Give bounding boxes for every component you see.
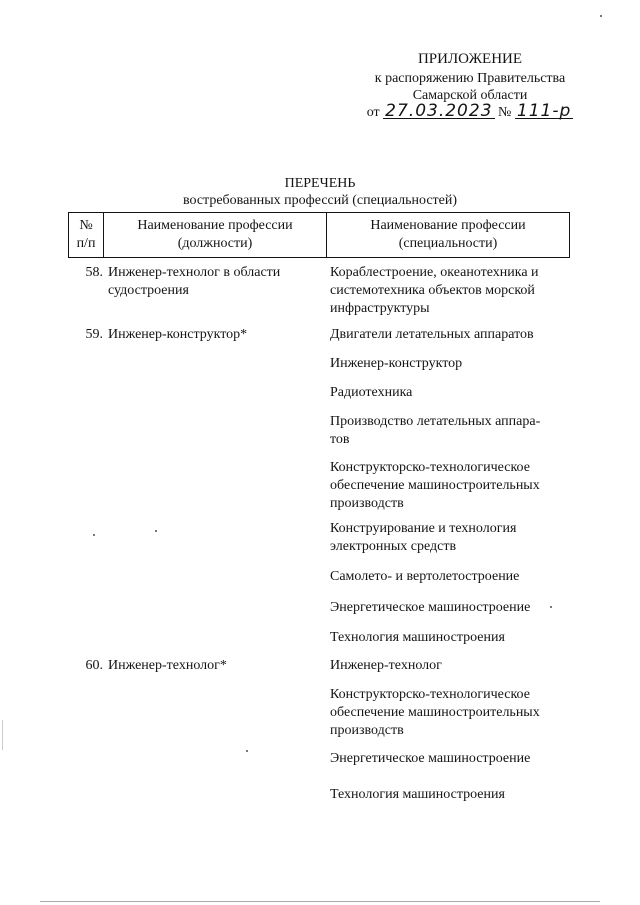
specialty-line: Производство летательных аппара- — [330, 414, 541, 429]
row-number: 58. — [85, 265, 103, 280]
specialty-item — [330, 599, 570, 617]
specialty-item — [330, 384, 570, 402]
row-number: 60. — [85, 658, 103, 673]
specialty-line: обеспечение машиностроительных — [330, 705, 540, 720]
specialty-line: Энергетическое машиностроение — [330, 600, 531, 615]
specialty-item — [330, 786, 570, 804]
scan-speck — [600, 15, 602, 17]
specialty-line: электронных средств — [330, 539, 457, 554]
profession-line: судостроения — [108, 283, 189, 298]
specialty-line: Технология машиностроения — [330, 630, 505, 645]
specialty-line: Радиотехника — [330, 385, 413, 400]
list-subtitle: востребованных профессий (специальностей) — [182, 193, 458, 208]
specialty-line: Самолето- и вертолетостроение — [330, 569, 520, 584]
appendix-line-region: Самарской области — [412, 88, 528, 103]
profession-line: Инженер-конструктор* — [108, 327, 248, 342]
from-label: от — [366, 105, 380, 120]
specialty-item — [330, 264, 570, 318]
number-label: № — [498, 105, 512, 120]
header-profession-line: Наименование профессии — [137, 218, 293, 233]
specialty-item — [330, 520, 570, 556]
table-header — [68, 212, 570, 258]
profession-line: Инженер-технолог в области — [108, 265, 281, 280]
specialty-line: Конструирование и технология — [330, 521, 517, 536]
specialty-item — [330, 657, 570, 675]
row-number: 59. — [85, 327, 103, 342]
header-num-column — [69, 213, 103, 257]
profession-cell — [108, 657, 323, 675]
specialty-item — [330, 750, 570, 768]
order-number: 111-р — [516, 101, 572, 121]
specialty-line: тов — [330, 432, 350, 447]
profession-line: Инженер-технолог* — [108, 658, 227, 673]
appendix-line-order: к распоряжению Правительства — [374, 71, 566, 86]
header-num-line: п/п — [76, 236, 96, 251]
specialty-line: производств — [330, 723, 404, 738]
specialty-line: Конструкторско-технологическое — [330, 460, 530, 475]
specialty-item — [330, 326, 570, 344]
specialty-item — [330, 686, 570, 740]
scan-bottom-edge — [40, 901, 600, 902]
header-specialty-column — [327, 213, 569, 257]
header-profession-line: (должности) — [177, 236, 253, 251]
header-specialty-line: Наименование профессии — [370, 218, 526, 233]
scan-speck — [155, 530, 157, 532]
specialty-line: инфраструктуры — [330, 301, 430, 316]
specialty-line: Энергетическое машиностроение — [330, 751, 531, 766]
specialty-line: Двигатели летательных аппаратов — [330, 327, 534, 342]
profession-cell — [108, 264, 323, 300]
specialty-line: Инженер-конструктор — [330, 356, 463, 371]
specialty-line: системотехника объектов морской — [330, 283, 535, 298]
profession-cell — [108, 326, 323, 344]
header-num-line: № — [79, 218, 93, 233]
specialty-line: Кораблестроение, океанотехника и — [330, 265, 539, 280]
scan-speck — [550, 606, 552, 608]
scan-edge-mark — [2, 720, 3, 750]
specialty-line: обеспечение машиностроительных — [330, 478, 540, 493]
specialty-item — [330, 459, 570, 513]
specialty-line: Инженер-технолог — [330, 658, 442, 673]
appendix-date-number-line — [330, 101, 610, 121]
specialty-item — [330, 629, 570, 647]
specialty-line: Технология машиностроения — [330, 787, 505, 802]
appendix-title: ПРИЛОЖЕНИЕ — [417, 51, 523, 67]
specialty-line: Конструкторско-технологическое — [330, 687, 530, 702]
order-date: 27.03.2023 — [385, 101, 493, 121]
specialty-item — [330, 413, 570, 449]
specialty-item — [330, 355, 570, 373]
list-title: ПЕРЕЧЕНЬ — [284, 176, 356, 191]
scan-speck — [246, 750, 248, 752]
header-profession-column — [103, 213, 327, 257]
specialty-line: производств — [330, 496, 404, 511]
scan-speck — [93, 534, 95, 536]
specialty-item — [330, 568, 570, 586]
header-specialty-line: (специальности) — [398, 236, 498, 251]
